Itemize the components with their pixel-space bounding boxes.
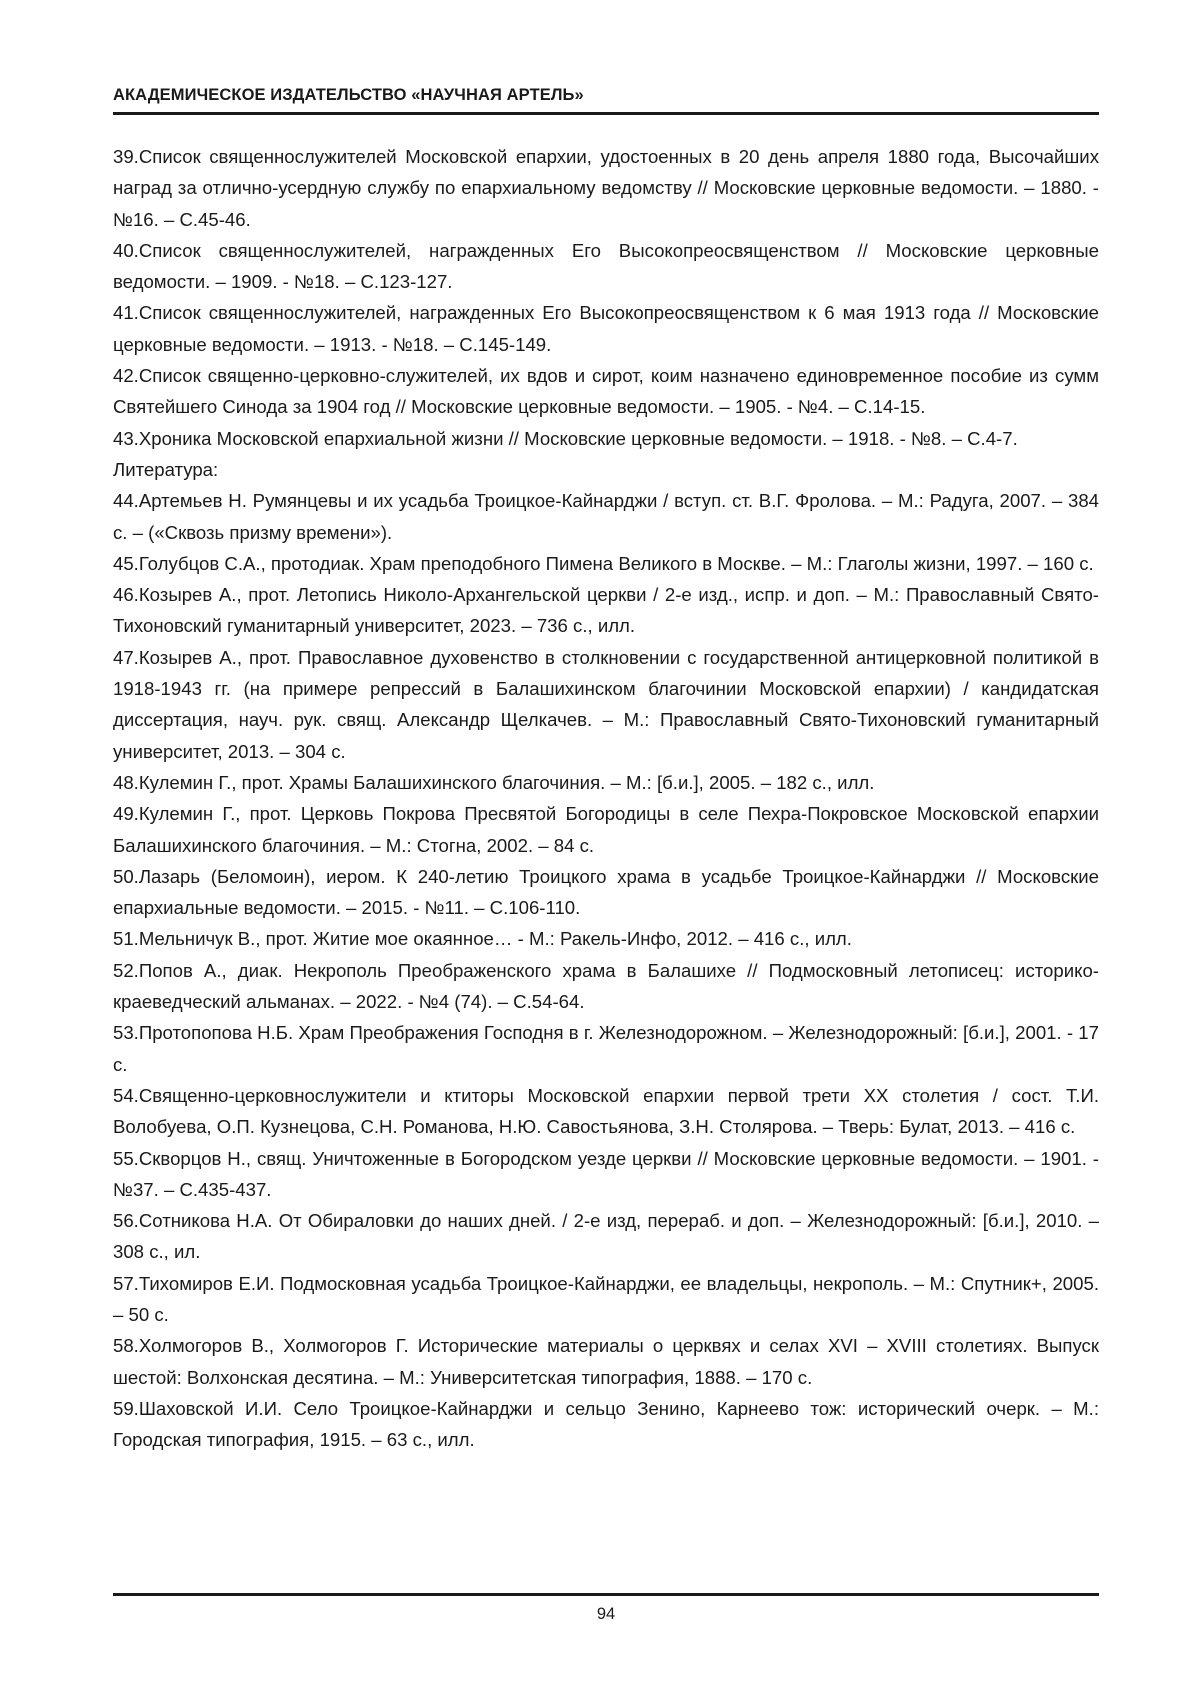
literature-entry-50: 50.Лазарь (Беломоин), иером. К 240-летию Троицкого храма в усадьбе Троицкое-Кайнарджи // Московские епархиальные ведомости. – 2015. - №11. – С.106-110.	[113, 865, 1099, 919]
literature-entry-46: 46.Козырев А., прот. Летопись Николо-Архангельской церкви / 2-е изд., испр. и доп. – М.: Православный Свято-Тихоновский гуманитарный университет, 2023. – 736 с., илл.	[113, 584, 1099, 637]
literature-entry-48: 48.Кулемин Г., прот. Храмы Балашихинского благочиния. – М.: [б.и.], 2005. – 182 с., илл.	[113, 771, 875, 793]
literature-entry-58: 58.Холмогоров В., Холмогоров Г. Исторические материалы о церквях и селах XVI – XVIII столетиях. Выпуск шестой: Волхонская десятина. – М.: Университетская типография, 1888. – 170 с.	[113, 1335, 1099, 1388]
literature-entry-44: 44.Артемьев Н. Румянцевы и их усадьба Троицкое-Кайнарджи / вступ. ст. В.Г. Фролова. – М.: Радуга, 2007. – 384 с. – («Сквозь призму времени»).	[113, 490, 1099, 543]
source-entry-42: 42.Список священно-церковно-служителей, их вдов и сирот, коим назначено единовременное пособие из сумм Святейшего Синода за 1904 год // Московские церковные ведомости. – 1905. - №4. – С.14-15.	[113, 365, 1099, 418]
literature-entry-49: 49.Кулемин Г., прот. Церковь Покрова Пресвятой Богородицы в селе Пехра-Покровское Московской епархии Балашихинского благочиния. – М.: Стогна, 2002. – 84 с.	[113, 803, 1099, 856]
source-entry-40: 40.Список священнослужителей, награжденных Его Высокопреосвященством // Московские церковные ведомости. – 1909. - №18. – С.123-127.	[113, 239, 1099, 293]
literature-entry-55: 55.Скворцов Н., свящ. Уничтоженные в Богородском уезде церкви // Московские церковные ведомости. – 1901. - №37. – С.435-437.	[113, 1147, 1099, 1200]
literature-entry-45: 45.Голубцов С.А., протодиак. Храм преподобного Пимена Великого в Москве. – М.: Глаголы жизни, 1997. – 160 с.	[113, 552, 1094, 574]
header-rule	[113, 112, 1099, 115]
literature-entry-47: 47.Козырев А., прот. Православное духовенство в столкновении с государственной антицерковной политикой в 1918-1943 гг. (на примере репрессий в Балашихинском благочинии Московской епархии) / кандидатская диссертация, науч. рук. свящ. Александр Щелкачев. – М.: Православный Свято-Тихоновский гуманитарный университет, 2013. – 304 с.	[113, 646, 1099, 762]
literature-entry-53: 53.Протопопова Н.Б. Храм Преображения Господня в г. Железнодорожном. – Железнодорожный: [б.и.], 2001. - 17 с.	[113, 1022, 1099, 1075]
page-number: 94	[596, 1605, 616, 1623]
footer-rule	[113, 1593, 1099, 1596]
source-entry-39: 39.Список священнослужителей Московской епархии, удостоенных в 20 день апреля 1880 года, Высочайших наград за отлично-усердную службу по епархиальному ведомству // Московские церковные ведомости. – 1880. - №16. – С.45-46.	[113, 146, 1099, 230]
literature-heading: Литература:	[113, 458, 219, 480]
publisher-header: АКАДЕМИЧЕСКОЕ ИЗДАТЕЛЬСТВО «НАУЧНАЯ АРТЕЛЬ»	[113, 86, 584, 104]
literature-entry-51: 51.Мельничук В., прот. Житие мое окаянное… - М.: Ракель-Инфо, 2012. – 416 с., илл.	[113, 928, 852, 950]
literature-entry-56: 56.Сотникова Н.А. От Обираловки до наших дней. / 2-е изд, перераб. и доп. – Железнодорожный: [б.и.], 2010. – 308 с., ил.	[113, 1210, 1099, 1263]
source-entry-41: 41.Список священнослужителей, награжденных Его Высокопреосвященством к 6 мая 1913 года // Московские церковные ведомости. – 1913. - №18. – С.145-149.	[113, 302, 1099, 355]
literature-entry-59: 59.Шаховской И.И. Село Троицкое-Кайнарджи и сельцо Зенино, Карнеево тож: исторический очерк. – М.: Городская типография, 1915. – 63 с., илл.	[113, 1397, 1099, 1451]
literature-entry-54: 54.Священно-церковнослужители и ктиторы Московской епархии первой трети XX столетия / сост. Т.И. Волобуева, О.П. Кузнецова, С.Н. Романова, Н.Ю. Савостьянова, З.Н. Столярова. – Тверь: Булат, 2013. – 416 с.	[113, 1084, 1099, 1138]
literature-entry-52: 52.Попов А., диак. Некрополь Преображенского храма в Балашихе // Подмосковный летописец: историко-краеведческий альманах. – 2022. - №4 (74). – С.54-64.	[113, 959, 1099, 1013]
literature-entry-57: 57.Тихомиров Е.И. Подмосковная усадьба Троицкое-Кайнарджи, ее владельцы, некрополь. – М.: Спутник+, 2005. – 50 с.	[113, 1272, 1099, 1325]
source-entry-43: 43.Хроника Московской епархиальной жизни // Московские церковные ведомости. – 1918. - №8. – С.4-7.	[113, 427, 1018, 449]
bibliography	[113, 141, 1099, 1455]
